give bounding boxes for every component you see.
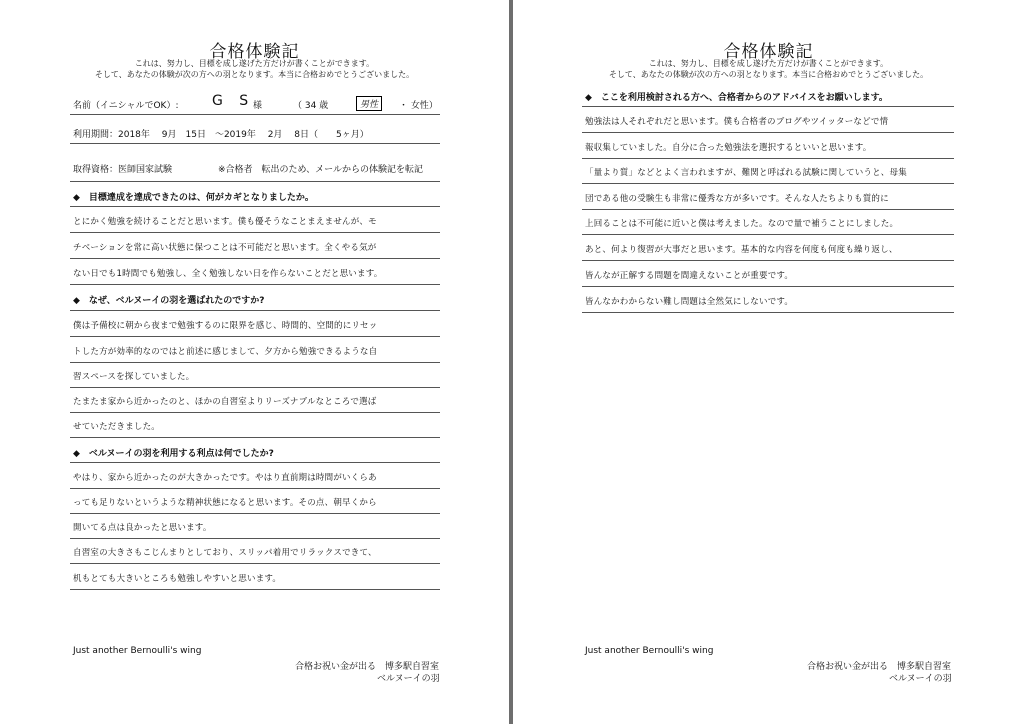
answer-line: ない日でも1時間でも勉強し、全く勉強しない日を作らないことだと思います。 bbox=[73, 269, 383, 279]
divider bbox=[70, 462, 440, 463]
footer-line-1: 合格お祝い金が出る 博多駅自習室 bbox=[295, 662, 440, 672]
divider bbox=[582, 106, 954, 107]
question-3: ◆ ベルヌーイの羽を利用する利点は何でしたか? bbox=[73, 449, 274, 459]
answer-line: 皆んなが正解する問題を間違えないことが重要です。 bbox=[585, 271, 794, 281]
answer-line: 僕は予備校に朝から夜まで勉強するのに限界を感じ、時間的、空間的にリセッ bbox=[73, 321, 378, 331]
divider bbox=[70, 488, 440, 489]
transcription-note: ※合格者 転出のため、メールからの体験記を転記 bbox=[218, 165, 424, 175]
divider bbox=[70, 181, 440, 182]
divider bbox=[70, 284, 440, 285]
answer-line: 自習室の大きさもこじんまりとしており、スリッパ着用でリラックスできて、 bbox=[73, 548, 377, 558]
answer-line: やはり、家から近かったのが大きかったです。やはり直前期は時間がいくらあ bbox=[73, 473, 377, 483]
answer-line: 皆んなかわからない難し問題は全然気にしないです。 bbox=[585, 297, 794, 307]
divider bbox=[70, 412, 440, 413]
divider bbox=[70, 143, 440, 144]
divider bbox=[70, 336, 440, 337]
answer-line: 勉強法は人それぞれだと思います。僕も合格者のブログやツイッターなどで情 bbox=[585, 117, 889, 127]
page-title: 合格体験記 bbox=[723, 42, 814, 62]
divider bbox=[70, 362, 440, 363]
answer-line: 「量より質」などとよく言われますが、難関と呼ばれる試験に関していうと、母集 bbox=[585, 168, 907, 178]
question-4: ◆ ここを利用検討される方へ、合格者からのアドバイスをお願いします。 bbox=[585, 93, 888, 103]
intro-line-2: そして、あなたの体験が次の方への羽となります。本当に合格おめでとうございました。 bbox=[94, 70, 415, 79]
footer-line-2: ベルヌーイの羽 bbox=[889, 674, 952, 684]
divider bbox=[70, 538, 440, 539]
divider bbox=[70, 437, 440, 438]
answer-line: 団である他の受験生も非常に優秀な方が多いです。そんな人たちよりも質的に bbox=[585, 194, 889, 204]
divider bbox=[70, 310, 440, 311]
intro-line-1: これは、努力し、目標を成し遂げた方だけが書くことができます。 bbox=[648, 59, 889, 68]
footer-line-2: ベルヌーイの羽 bbox=[377, 674, 440, 684]
answer-line: 上回ることは不可能に近いと僕は考えました。なので量で補うことにしました。 bbox=[585, 219, 899, 229]
answer-line: せていただきました。 bbox=[73, 422, 161, 432]
honorific: 様 bbox=[253, 101, 263, 111]
document-page-right bbox=[513, 0, 1024, 724]
answer-line: 机もとても大きいところも勉強しやすいと思います。 bbox=[73, 574, 282, 584]
divider bbox=[70, 563, 440, 564]
answer-line: チベーションを常に高い状態に保つことは不可能だと思います。全くやる気が bbox=[73, 243, 377, 253]
divider bbox=[70, 206, 440, 207]
name-label: 名前（イニシャルでOK）: bbox=[73, 101, 179, 111]
answer-line: 報収集していました。自分に合った勉強法を選択するといいと思います。 bbox=[585, 143, 872, 153]
gender-female: ・ 女性） bbox=[399, 101, 438, 111]
divider bbox=[582, 132, 954, 133]
answer-line: たまたま家から近かったのと、ほかの自習室よりリーズナブルなところで選ば bbox=[73, 397, 377, 407]
divider bbox=[70, 589, 440, 590]
divider bbox=[582, 234, 954, 235]
footer-tagline: Just another Bernoulli's wing bbox=[73, 646, 202, 656]
gender-male-circled: 男性 bbox=[356, 96, 382, 111]
divider bbox=[70, 387, 440, 388]
divider bbox=[582, 312, 954, 313]
footer-tagline: Just another Bernoulli's wing bbox=[585, 646, 714, 656]
document-page-left bbox=[0, 0, 509, 724]
answer-line: 習スペースを探していました。 bbox=[73, 372, 195, 382]
footer-line-1: 合格お祝い金が出る 博多駅自習室 bbox=[807, 662, 952, 672]
usage-period: 利用期間：2018年 9月 15日 ～2019年 2月 8日（ 5ヶ月） bbox=[73, 130, 369, 140]
divider bbox=[582, 158, 954, 159]
divider bbox=[582, 286, 954, 287]
page-title: 合格体験記 bbox=[209, 42, 300, 62]
divider bbox=[70, 258, 440, 259]
answer-line: あと、何より復習が大事だと思います。基本的な内容を何度も何度も繰り返し、 bbox=[585, 245, 898, 255]
answer-line: とにかく勉強を続けることだと思います。僕も優そうなことまえませんが、モ bbox=[73, 217, 377, 227]
answer-line: 開いてる点は良かったと思います。 bbox=[73, 523, 212, 533]
intro-line-2: そして、あなたの体験が次の方への羽となります。本当に合格おめでとうございました。 bbox=[608, 70, 929, 79]
intro-line-1: これは、努力し、目標を成し遂げた方だけが書くことができます。 bbox=[134, 59, 375, 68]
divider bbox=[582, 183, 954, 184]
answer-line: っても足りないというような精神状態になると思います。その点、朝早くから bbox=[73, 498, 377, 508]
qualification: 取得資格：医師国家試験 bbox=[73, 165, 173, 175]
answer-line: トした方が効率的なのではと前述に感じまして、夕方から勉強できるような自 bbox=[73, 347, 378, 357]
divider bbox=[70, 232, 440, 233]
divider bbox=[582, 209, 954, 210]
question-1: ◆ 目標達成を達成できたのは、何がカギとなりましたか。 bbox=[73, 193, 314, 203]
divider bbox=[70, 513, 440, 514]
divider bbox=[70, 114, 440, 115]
age: （ 34 歳 bbox=[293, 101, 329, 111]
divider bbox=[582, 260, 954, 261]
question-2: ◆ なぜ、ベルヌーイの羽を選ばれたのですか? bbox=[73, 296, 265, 306]
name-initials: G S bbox=[212, 93, 255, 109]
